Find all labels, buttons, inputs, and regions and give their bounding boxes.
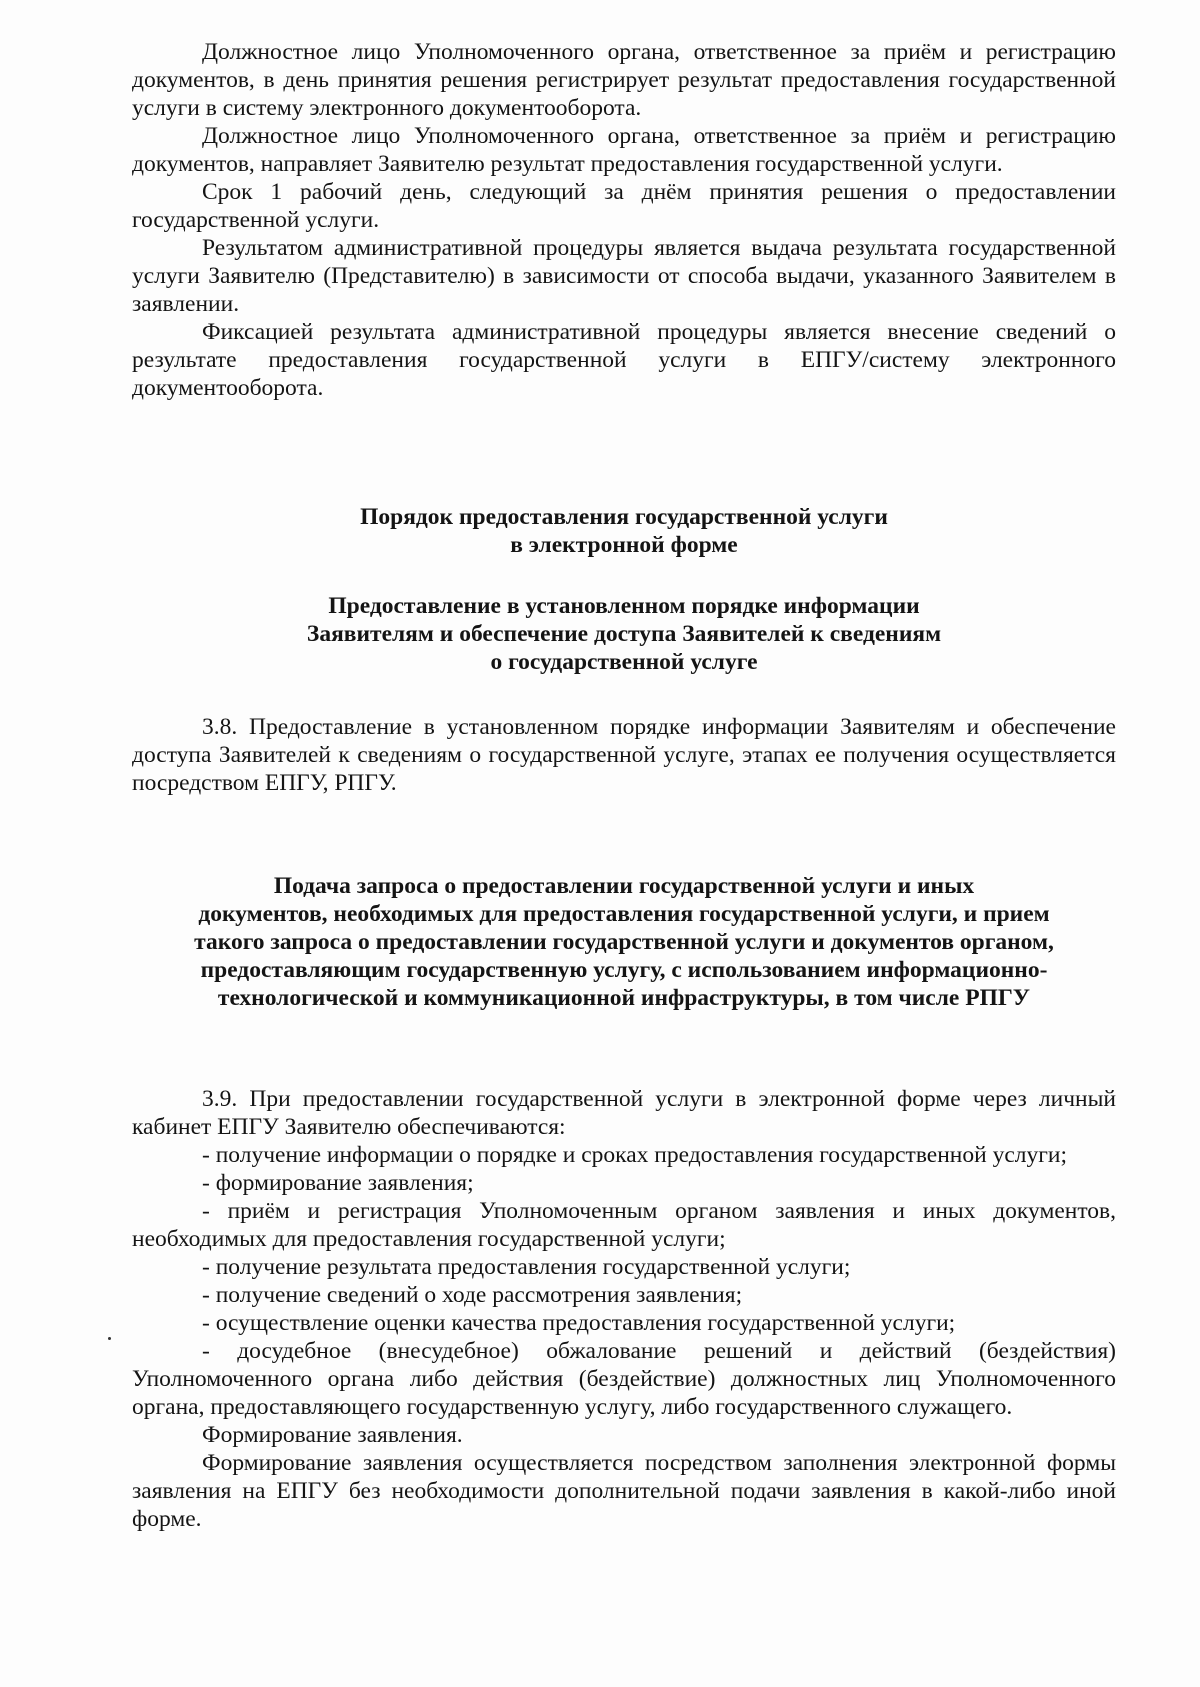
paragraph-3-8 [132, 713, 1116, 797]
list-item: - получение сведений о ходе рассмотрения заявления; [202, 1282, 743, 1308]
heading-line: в электронной форме [510, 532, 738, 558]
paragraph: Формирование заявления осуществляется посредством заполнения электронной формы заявления на ЕПГУ без необходимости дополнительной подачи заявления в какой-либо иной форме. [132, 1450, 1116, 1532]
paragraph: Должностное лицо Уполномоченного органа, ответственное за приём и регистрацию документов, в день принятия решения регистрирует результат предоставления государственной услуги в систему электронного документооборота. [132, 39, 1116, 121]
paragraph: 3.8. Предоставление в установленном порядке информации Заявителям и обеспечение доступа Заявителей к сведениям о государственной услуге, этапах ее получения осуществляется посредством ЕПГУ, РПГУ. [132, 714, 1116, 796]
list-item: - досудебное (внесудебное) обжалование решений и действий (бездействия) Уполномоченного органа либо действия (бездействие) должностных лиц Уполномоченного органа, предоставляющего государственную услугу, либо государственного служащего. [132, 1338, 1116, 1420]
paragraph: Срок 1 рабочий день, следующий за днём принятия решения о предоставлении государственной услуги. [132, 179, 1116, 233]
paragraph: Фиксацией результата административной процедуры является внесение сведений о результате предоставления государственной услуги в ЕПГУ/систему электронного документооборота. [132, 319, 1116, 401]
paragraph: Формирование заявления. [202, 1422, 463, 1448]
heading-line: о государственной услуге [490, 649, 758, 675]
heading-line: технологической и коммуникационной инфраструктуры, в том числе РПГУ [217, 985, 1031, 1011]
paragraph: Должностное лицо Уполномоченного органа, ответственное за приём и регистрацию документов, направляет Заявителю результат предоставления государственной услуги. [132, 123, 1116, 177]
paragraph: 3.9. При предоставлении государственной услуги в электронной форме через личный кабинет ЕПГУ Заявителю обеспечиваются: [132, 1086, 1116, 1140]
list-item: - осуществление оценки качества предоставления государственной услуги; [202, 1310, 956, 1336]
heading-line: документов, необходимых для предоставления государственной услуги, и прием [198, 901, 1050, 927]
paragraph-3-9 [132, 1085, 1116, 1533]
paragraph: Результатом административной процедуры является выдача результата государственной услуги Заявителю (Представителю) в зависимости от способа выдачи, указанного Заявителем в заявлении. [132, 235, 1116, 317]
heading-line: Подача запроса о предоставлении государственной услуги и иных [273, 873, 975, 899]
list-item: - получение информации о порядке и сроках предоставления государственной услуги; [202, 1142, 1067, 1168]
list-item: - получение результата предоставления государственной услуги; [202, 1254, 851, 1280]
heading-line: Предоставление в установленном порядке информации [328, 593, 920, 619]
list-item: - формирование заявления; [202, 1170, 474, 1196]
list-item: - приём и регистрация Уполномоченным органом заявления и иных документов, необходимых для предоставления государственной услуги; [132, 1198, 1116, 1252]
text-block-result [132, 38, 1116, 402]
heading-line: Заявителям и обеспечение доступа Заявителей к сведениям [306, 621, 942, 647]
section-heading-information [132, 592, 1116, 676]
heading-line: Порядок предоставления государственной услуги [360, 504, 888, 530]
scan-speck [108, 1337, 111, 1340]
section-heading-electronic-form [132, 503, 1116, 559]
heading-line: такого запроса о предоставлении государственной услуги и документов органом, [194, 929, 1054, 955]
section-heading-request [132, 872, 1116, 1012]
heading-line: предоставляющим государственную услугу, с использованием информационно- [200, 957, 1048, 983]
